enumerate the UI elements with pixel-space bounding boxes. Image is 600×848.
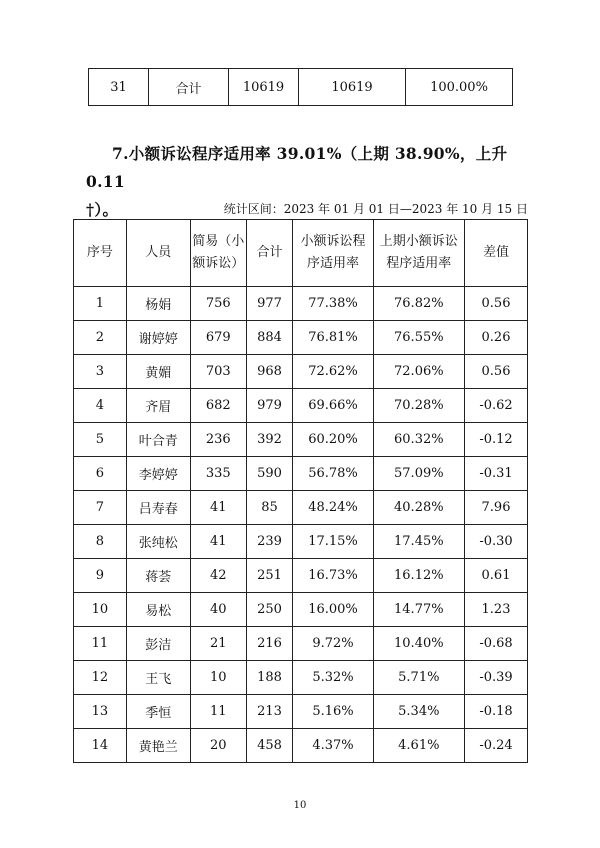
cell-total: 968 — [246, 355, 293, 389]
cell-total: 590 — [246, 457, 293, 491]
cell-diff: 0.61 — [465, 559, 528, 593]
cell-person: 王飞 — [126, 661, 190, 695]
cell-prev-rate: 76.82% — [373, 287, 464, 321]
cell-rate: 76.81% — [293, 321, 373, 355]
table-header-row — [74, 220, 528, 287]
table-row — [74, 593, 528, 627]
cell-rate: 5.32% — [293, 661, 373, 695]
heading-line-1: 7.小额诉讼程序适用率 39.01%（上期 38.90%，上升 0.11 — [86, 144, 508, 191]
cell-diff: 0.56 — [465, 355, 528, 389]
header-diff: 差值 — [465, 220, 528, 287]
cell-total: 216 — [246, 627, 293, 661]
heading-line-2: †）。 — [86, 200, 119, 219]
cell-person: 杨娟 — [126, 287, 190, 321]
cell-simple: 40 — [190, 593, 246, 627]
cell-rate: 77.38% — [293, 287, 373, 321]
table-row — [74, 525, 528, 559]
page-number: 10 — [293, 800, 307, 811]
cell-prev-rate: 70.28% — [373, 389, 464, 423]
cell-seq: 7 — [74, 491, 127, 525]
cell-person: 季恒 — [126, 695, 190, 729]
cell-prev-rate: 76.55% — [373, 321, 464, 355]
cell-total: 213 — [246, 695, 293, 729]
table-row — [74, 389, 528, 423]
cell-rate: 17.15% — [293, 525, 373, 559]
cell-total: 85 — [246, 491, 293, 525]
cell-total: 251 — [246, 559, 293, 593]
cell-prev-rate: 4.61% — [373, 729, 464, 763]
cell-seq: 4 — [74, 389, 127, 423]
cell-person: 张纯松 — [126, 525, 190, 559]
cell-seq: 13 — [74, 695, 127, 729]
cell-diff: -0.12 — [465, 423, 528, 457]
cell-rate: 9.72% — [293, 627, 373, 661]
header-rate: 小额诉讼程 序适用率 — [293, 220, 373, 287]
cell-prev-rate: 14.77% — [373, 593, 464, 627]
cell-simple: 20 — [190, 729, 246, 763]
cell-diff: -0.24 — [465, 729, 528, 763]
table-cell: 31 — [89, 69, 149, 106]
cell-diff: -0.62 — [465, 389, 528, 423]
cell-simple: 10 — [190, 661, 246, 695]
cell-prev-rate: 16.12% — [373, 559, 464, 593]
cell-simple: 236 — [190, 423, 246, 457]
cell-simple: 682 — [190, 389, 246, 423]
cell-rate: 72.62% — [293, 355, 373, 389]
cell-diff: 0.26 — [465, 321, 528, 355]
cell-prev-rate: 72.06% — [373, 355, 464, 389]
table-cell: 10619 — [229, 69, 299, 106]
cell-diff: -0.31 — [465, 457, 528, 491]
header-seq: 序号 — [74, 220, 127, 287]
cell-person: 叶合青 — [126, 423, 190, 457]
cell-diff: -0.18 — [465, 695, 528, 729]
cell-simple: 42 — [190, 559, 246, 593]
cell-person: 蒋荟 — [126, 559, 190, 593]
cell-prev-rate: 5.34% — [373, 695, 464, 729]
cell-total: 977 — [246, 287, 293, 321]
table-row — [74, 457, 528, 491]
cell-rate: 56.78% — [293, 457, 373, 491]
cell-total: 250 — [246, 593, 293, 627]
cell-simple: 756 — [190, 287, 246, 321]
table-body — [74, 287, 528, 763]
cell-seq: 3 — [74, 355, 127, 389]
table-row — [74, 287, 528, 321]
cell-prev-rate: 40.28% — [373, 491, 464, 525]
cell-rate: 60.20% — [293, 423, 373, 457]
stat-range: 统计区间：2023 年 01 月 01 日—2023 年 10 月 15 日 — [223, 202, 528, 216]
cell-prev-rate: 17.45% — [373, 525, 464, 559]
summary-table-fragment — [88, 68, 513, 106]
cell-simple: 335 — [190, 457, 246, 491]
cell-diff: -0.39 — [465, 661, 528, 695]
cell-person: 李婷婷 — [126, 457, 190, 491]
cell-person: 谢婷婷 — [126, 321, 190, 355]
cell-total: 979 — [246, 389, 293, 423]
cell-prev-rate: 57.09% — [373, 457, 464, 491]
cell-diff: 0.56 — [465, 287, 528, 321]
cell-person: 齐眉 — [126, 389, 190, 423]
table-row — [74, 627, 528, 661]
cell-seq: 1 — [74, 287, 127, 321]
cell-diff: -0.30 — [465, 525, 528, 559]
cell-person: 吕寿春 — [126, 491, 190, 525]
cell-person: 易松 — [126, 593, 190, 627]
cell-simple: 703 — [190, 355, 246, 389]
cell-total: 884 — [246, 321, 293, 355]
table-row — [74, 729, 528, 763]
header-prev-rate: 上期小额诉讼 程序适用率 — [373, 220, 464, 287]
cell-rate: 16.00% — [293, 593, 373, 627]
cell-rate: 16.73% — [293, 559, 373, 593]
cell-seq: 12 — [74, 661, 127, 695]
cell-seq: 8 — [74, 525, 127, 559]
cell-person: 彭洁 — [126, 627, 190, 661]
cell-prev-rate: 10.40% — [373, 627, 464, 661]
cell-prev-rate: 5.71% — [373, 661, 464, 695]
cell-seq: 11 — [74, 627, 127, 661]
cell-diff: -0.68 — [465, 627, 528, 661]
cell-total: 239 — [246, 525, 293, 559]
table-cell: 合计 — [149, 69, 229, 106]
table-cell: 10619 — [299, 69, 406, 106]
table-row — [74, 695, 528, 729]
cell-simple: 41 — [190, 525, 246, 559]
cell-seq: 14 — [74, 729, 127, 763]
header-simple: 简易（小 额诉讼） — [190, 220, 246, 287]
table-row — [74, 355, 528, 389]
cell-diff: 1.23 — [465, 593, 528, 627]
table-row — [74, 321, 528, 355]
cell-seq: 2 — [74, 321, 127, 355]
cell-rate: 4.37% — [293, 729, 373, 763]
table-row — [74, 491, 528, 525]
cell-simple: 41 — [190, 491, 246, 525]
table-row — [74, 423, 528, 457]
table-cell: 100.00% — [406, 69, 513, 106]
cell-seq: 9 — [74, 559, 127, 593]
cell-simple: 21 — [190, 627, 246, 661]
header-total: 合计 — [246, 220, 293, 287]
cell-rate: 69.66% — [293, 389, 373, 423]
cell-simple: 11 — [190, 695, 246, 729]
table-row — [89, 69, 513, 106]
cell-simple: 679 — [190, 321, 246, 355]
table-row — [74, 661, 528, 695]
cell-total: 188 — [246, 661, 293, 695]
cell-diff: 7.96 — [465, 491, 528, 525]
cell-rate: 48.24% — [293, 491, 373, 525]
cell-seq: 10 — [74, 593, 127, 627]
cell-seq: 5 — [74, 423, 127, 457]
cell-total: 392 — [246, 423, 293, 457]
cell-seq: 6 — [74, 457, 127, 491]
table-row — [74, 559, 528, 593]
small-claims-rate-table — [73, 219, 528, 763]
cell-person: 黄艳兰 — [126, 729, 190, 763]
cell-total: 458 — [246, 729, 293, 763]
header-person: 人员 — [126, 220, 190, 287]
cell-rate: 5.16% — [293, 695, 373, 729]
cell-person: 黄媚 — [126, 355, 190, 389]
cell-prev-rate: 60.32% — [373, 423, 464, 457]
